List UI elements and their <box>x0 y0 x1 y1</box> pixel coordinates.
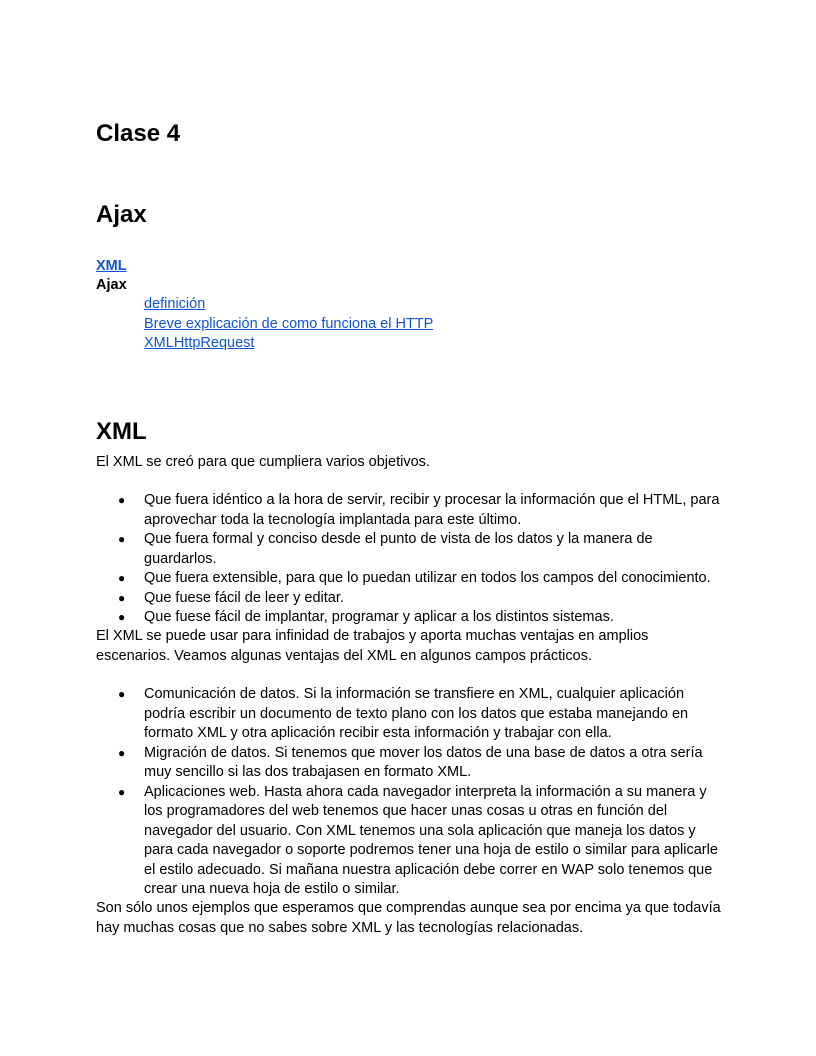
advantages-list <box>96 685 726 900</box>
list-item: ● Que fuera extensible, para que lo puedan utilizar en todos los campos del conocimiento. <box>96 569 726 589</box>
bullet-icon: ● <box>118 532 126 546</box>
bullet-icon: ● <box>118 610 126 624</box>
list-item: ● Que fuese fácil de leer y editar. <box>96 589 726 609</box>
toc-label-ajax: Ajax <box>96 277 127 293</box>
list-item: ● Migración de datos. Si tenemos que mover los datos de una base de datos a otra sería muy sencillo si las dos trabajasen en formato XML. <box>118 744 703 780</box>
list-item: ● Que fuera formal y conciso desde el punto de vista de los datos y la manera de guardarlos. <box>118 531 653 567</box>
xml-para-2: El XML se puede usar para infinidad de trabajos y aporta muchas ventajas en amplios escenarios. Veamos algunas ventajas del XML en algunos campos prácticos. <box>96 628 649 664</box>
objectives-list <box>96 491 726 628</box>
bullet-icon: ● <box>118 687 126 701</box>
heading-xml: XML <box>96 418 147 445</box>
toc-link-xmlhttprequest[interactable]: XMLHttpRequest <box>144 335 255 351</box>
list-item: ● Que fuese fácil de implantar, programar y aplicar a los distintos sistemas. <box>96 608 726 628</box>
toc-link-http[interactable]: Breve explicación de como funciona el HTTP <box>144 316 434 332</box>
bullet-icon: ● <box>118 784 126 799</box>
toc-link-definicion[interactable]: definición <box>144 296 206 312</box>
heading-ajax: Ajax <box>96 201 147 228</box>
list-item: ● Que fuera idéntico a la hora de servir, recibir y procesar la información que el HTML, para aprovechar toda la tecnología implantada para este último. <box>118 492 720 528</box>
heading-clase: Clase 4 <box>96 120 181 147</box>
list-item: ● Comunicación de datos. Si la información se transfiere en XML, cualquier aplicación podría escribir un documento de texto plano con los datos que estaba manejando en formato XML y otra aplicación recibir esta información y trabajar con ella. <box>118 686 689 741</box>
list-item: ● Aplicaciones web. Hasta ahora cada navegador interpreta la información a su manera y los programadores del web tenemos que hacer unas cosas u otras en función del navegador del usuario. Con XML tenemos una sola aplicación que maneja los datos y para cada navegador o soporte podremos tener una hoja de estilo o similar para aplicarle el estilo adecuado. Si mañana nuestra aplicación debe correr en WAP solo tenemos que crear una nueva hoja de estilo o similar. <box>118 783 718 897</box>
bullet-icon: ● <box>118 745 126 760</box>
toc-link-xml[interactable]: XML <box>96 258 127 274</box>
bullet-icon: ● <box>118 590 126 605</box>
bullet-icon: ● <box>118 493 126 507</box>
xml-intro: El XML se creó para que cumpliera varios objetivos. <box>96 454 430 470</box>
bullet-icon: ● <box>118 571 126 585</box>
xml-closing: Son sólo unos ejemplos que esperamos que comprendas aunque sea por encima ya que todavía hay muchas cosas que no sabes sobre XML y las tecnologías relacionadas. <box>96 900 721 936</box>
